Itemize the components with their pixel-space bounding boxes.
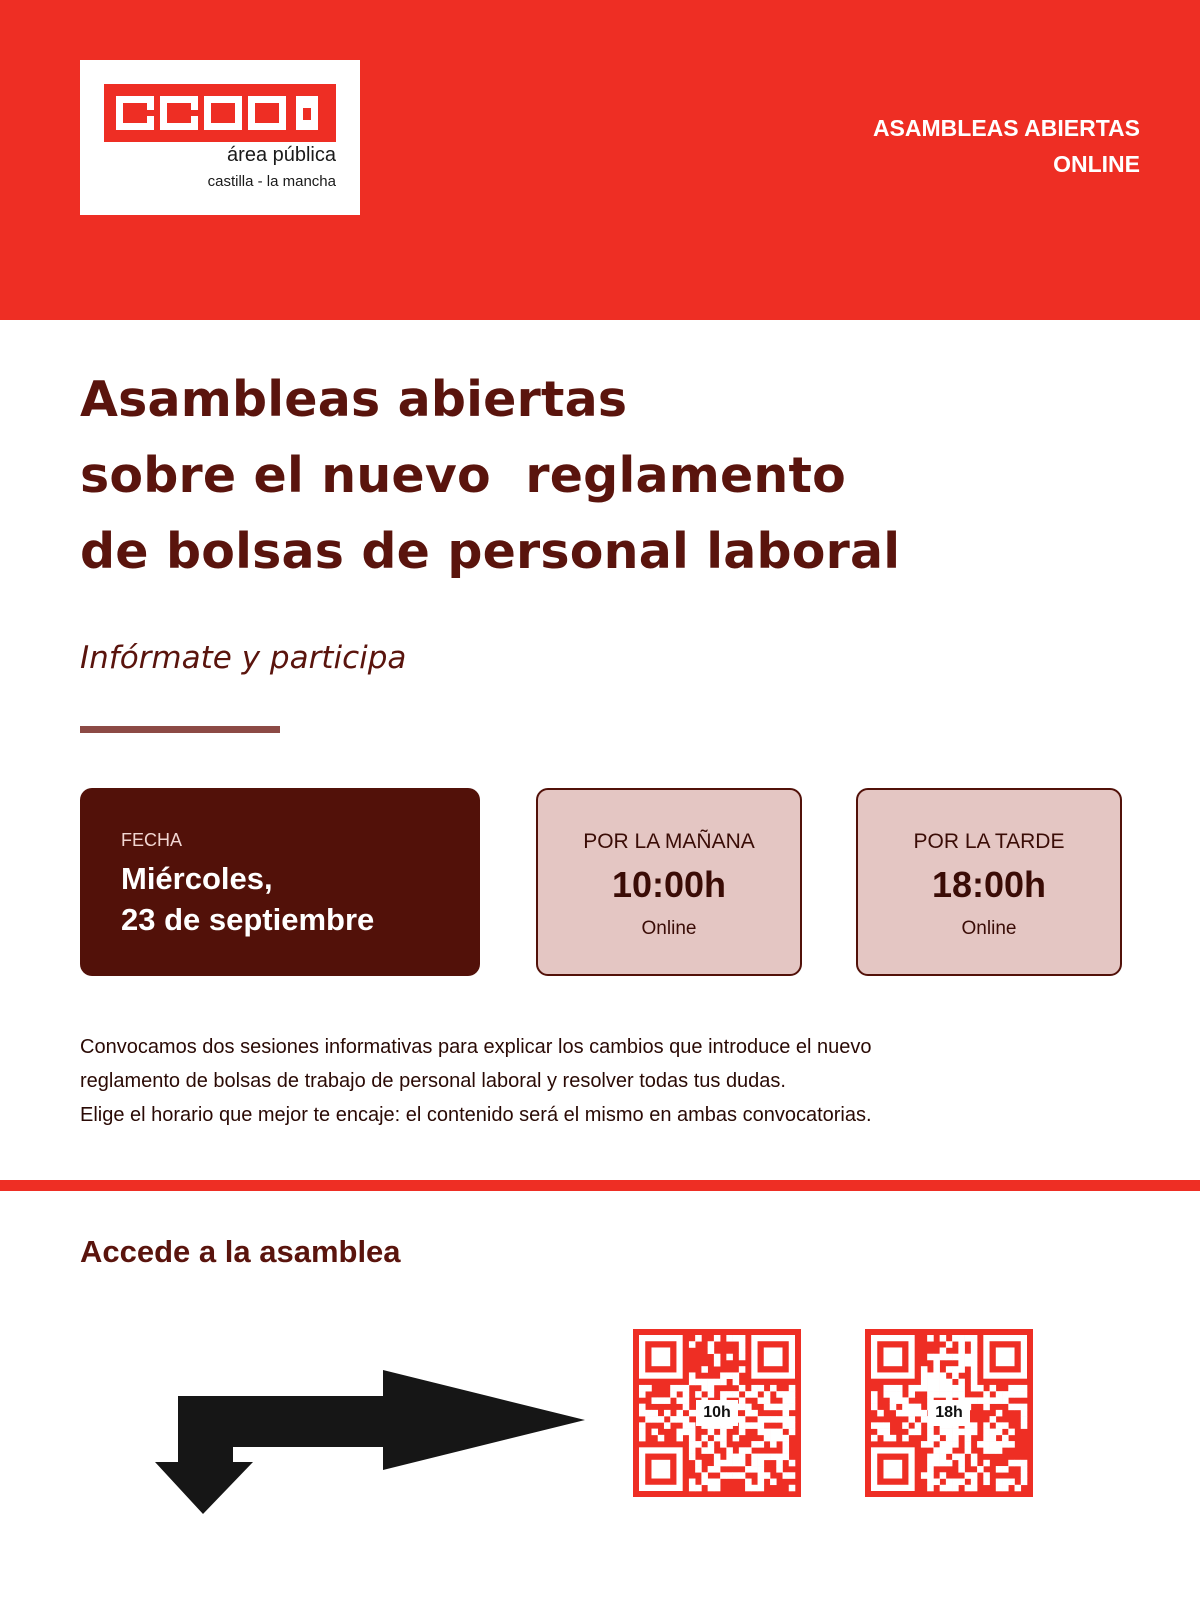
- header-tag-line2: ONLINE: [1053, 151, 1140, 177]
- date-card: [80, 788, 480, 976]
- date-day: 23 de septiembre: [121, 902, 375, 937]
- afternoon-time: 18:00h: [931, 864, 1047, 905]
- date-value: [121, 858, 374, 940]
- date-label: FECHA: [121, 830, 183, 850]
- morning-session-card: [536, 788, 802, 976]
- afternoon-session-card: [856, 788, 1122, 976]
- description-text: [80, 1030, 1080, 1132]
- afternoon-label: POR LA TARDE: [913, 830, 1065, 853]
- ccoo-logo: [80, 60, 360, 215]
- description-line-3: Elige el horario que mejor te encaje: el contenido será el mismo en ambas convocatorias.: [80, 1104, 872, 1126]
- morning-mode: Online: [641, 918, 697, 939]
- title-line-3: de bolsas de personal laboral: [80, 523, 901, 580]
- title-line-1: Asambleas abiertas: [80, 371, 628, 428]
- logo-letter-c-2: [160, 96, 198, 130]
- qr-code-10h[interactable]: [633, 1329, 801, 1497]
- qr-label-18h: 18h: [928, 1400, 970, 1426]
- ccoo-wordmark: [104, 84, 336, 142]
- morning-time: 10:00h: [611, 864, 727, 905]
- description-line-1: Convocamos dos sesiones informativas para explicar los cambios que introduce el nuevo: [80, 1036, 872, 1058]
- logo-letter-o-1: [204, 96, 242, 130]
- afternoon-mode: Online: [961, 918, 1017, 939]
- description-line-2: reglamento de bolsas de trabajo de personal laboral y resolver todas tus dudas.: [80, 1070, 786, 1092]
- logo-letter-c-1: [116, 96, 154, 130]
- arrow-right-icon: [155, 1350, 595, 1520]
- qr-label-10h: 10h: [696, 1400, 738, 1426]
- page-title: [80, 362, 900, 590]
- header-banner: [0, 0, 1200, 320]
- logo-letter-o-2: [248, 96, 286, 130]
- morning-label: POR LA MAÑANA: [583, 830, 755, 853]
- logo-subtitle: área pública: [227, 144, 336, 166]
- page-subtitle: Infórmate y participa: [80, 640, 407, 676]
- header-tag-line1: ASAMBLEAS ABIERTAS: [872, 115, 1140, 141]
- accent-divider: [80, 726, 280, 733]
- date-weekday: Miércoles,: [121, 861, 273, 896]
- castle-emblem-icon: [296, 96, 318, 130]
- section-divider: [0, 1180, 1200, 1191]
- header-tag: [873, 110, 1140, 182]
- logo-region: castilla - la mancha: [207, 173, 336, 190]
- title-line-2: sobre el nuevo reglamento: [80, 447, 846, 504]
- qr-code-18h[interactable]: [865, 1329, 1033, 1497]
- access-section-title: Accede a la asamblea: [80, 1234, 401, 1269]
